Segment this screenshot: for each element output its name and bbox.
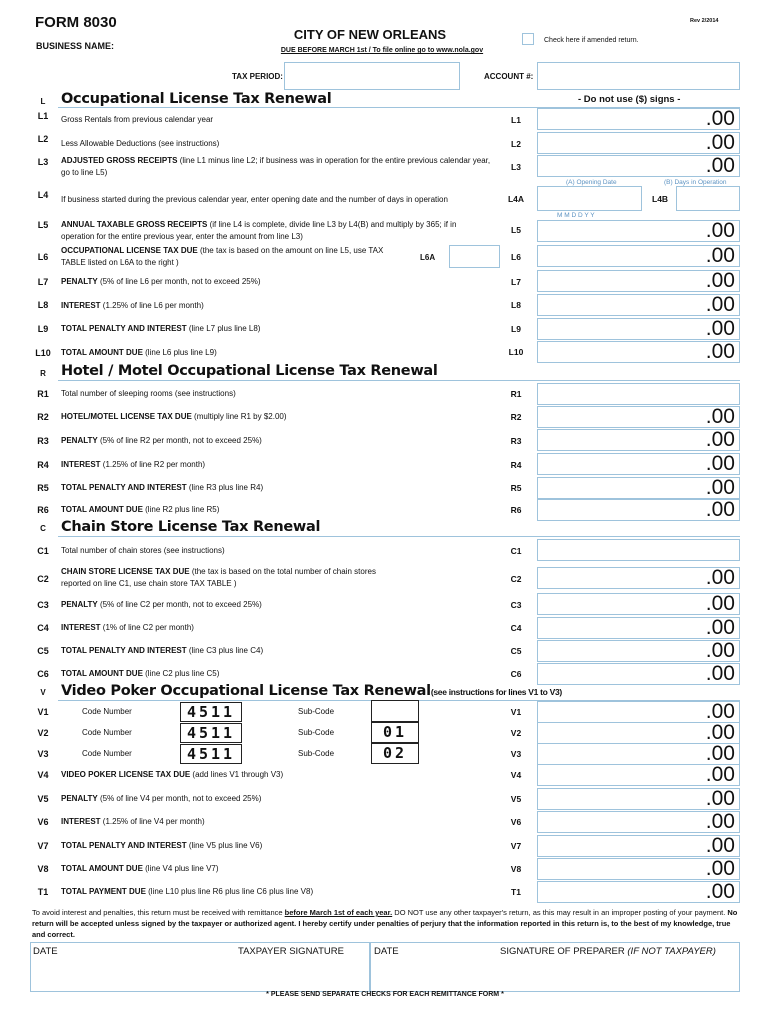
- line-text-l8: (1.25% of line L6 per month): [100, 301, 204, 310]
- line-code-v1: V1: [510, 707, 522, 717]
- line-text-t1: (line L10 plus line R6 plus line C6 plus line V8): [145, 887, 314, 896]
- preparer-signature-text: SIGNATURE OF PREPARER: [500, 946, 625, 957]
- line-code-r6: R6: [510, 505, 522, 515]
- cents-label: .00: [705, 662, 735, 685]
- line-bold-r5: TOTAL PENALTY AND INTEREST: [61, 483, 187, 492]
- cents-label: .00: [705, 498, 735, 521]
- line-desc-l3: [61, 155, 493, 179]
- line-id-c4: C4: [37, 623, 49, 633]
- cents-label: .00: [705, 405, 735, 428]
- amount-field-l7[interactable]: [537, 270, 740, 292]
- amount-field-l9[interactable]: [537, 318, 740, 340]
- amount-field-c2[interactable]: [537, 567, 740, 589]
- line-text-l10: (line L6 plus line L9): [142, 348, 217, 357]
- cents-label: .00: [705, 880, 735, 903]
- line-id-c3: C3: [37, 600, 49, 610]
- line-code-t1: T1: [511, 887, 521, 897]
- line-desc-t1: [61, 886, 313, 898]
- line-code-c1: C1: [510, 546, 522, 556]
- line-id-l5: L5: [37, 220, 49, 230]
- line-desc-l10: [61, 347, 217, 359]
- amount-field-r3[interactable]: [537, 429, 740, 451]
- line-code-r4: R4: [510, 460, 522, 470]
- line-bold-c6: TOTAL AMOUNT DUE: [61, 669, 143, 678]
- section-rule: [58, 380, 740, 381]
- line-desc-c5: [61, 645, 263, 657]
- account-label: ACCOUNT #:: [484, 72, 534, 81]
- line-code-v4: V4: [510, 770, 522, 780]
- line-bold-l6: OCCUPATIONAL LICENSE TAX DUE: [61, 246, 198, 255]
- amount-field-v1[interactable]: [537, 701, 740, 723]
- section-letter-c: C: [40, 524, 46, 533]
- cents-label: .00: [705, 244, 735, 267]
- line-id-r5: R5: [37, 483, 49, 493]
- line-desc-l2: Less Allowable Deductions (see instructions): [61, 139, 220, 148]
- section-rule: [58, 536, 740, 537]
- line-id-l2: L2: [37, 134, 49, 144]
- notice-text-2: DO NOT use any other taxpayer's return, as this may result in an improper posting of your payment.: [392, 908, 728, 917]
- line-text-c4: (1% of line C2 per month): [100, 623, 194, 632]
- line-code-l4a: L4A: [507, 194, 525, 204]
- amount-field-r4[interactable]: [537, 453, 740, 475]
- amount-field-l3[interactable]: [537, 155, 740, 177]
- amount-field-l5[interactable]: [537, 220, 740, 242]
- line-code-l2: L2: [511, 139, 521, 149]
- line-bold-v5: PENALTY: [61, 794, 98, 803]
- amount-field-r5[interactable]: [537, 477, 740, 499]
- code-number-field-v3[interactable]: 4511: [180, 744, 242, 764]
- certification-notice: [32, 907, 738, 940]
- line-code-l7: L7: [511, 277, 521, 287]
- line-text-l6: (the tax is based on the amount on line L5, use TAX TABLE listed on L6A to the right ): [61, 246, 384, 267]
- line-desc-r2: [61, 411, 287, 423]
- tax-period-field[interactable]: [284, 62, 460, 90]
- section-title-video-poker-text: Video Poker Occupational License Tax Renewal: [61, 683, 431, 699]
- line-desc-l6: [61, 245, 406, 269]
- line-desc-v8: [61, 863, 219, 875]
- opening-date-field[interactable]: [537, 186, 642, 211]
- line-bold-l7: PENALTY: [61, 277, 98, 286]
- cents-label: .00: [705, 592, 735, 615]
- cents-label: .00: [705, 742, 735, 765]
- amount-field-r2[interactable]: [537, 406, 740, 428]
- line-text-v8: (line V4 plus line V7): [142, 864, 219, 873]
- line-text-v4: (add lines V1 through V3): [190, 770, 284, 779]
- amount-field-c3[interactable]: [537, 593, 740, 615]
- line-bold-c5: TOTAL PENALTY AND INTEREST: [61, 646, 187, 655]
- line-desc-l7: [61, 276, 261, 288]
- line-bold-r4: INTEREST: [61, 460, 101, 469]
- line-bold-r2: HOTEL/MOTEL LICENSE TAX DUE: [61, 412, 192, 421]
- separate-checks-note: * PLEASE SEND SEPARATE CHECKS FOR EACH REMITTANCE FORM *: [266, 991, 504, 998]
- business-name-field[interactable]: [36, 60, 40, 63]
- line-bold-l3: ADJUSTED GROSS RECEIPTS: [61, 156, 178, 165]
- amount-field-v4[interactable]: [537, 764, 740, 786]
- line-bold-c4: INTEREST: [61, 623, 101, 632]
- taxpayer-date-label: DATE: [33, 946, 58, 957]
- line-code-l5: L5: [511, 225, 521, 235]
- cents-label: .00: [705, 428, 735, 451]
- line-id-r6: R6: [37, 505, 49, 515]
- sub-code-label-v2: Sub-Code: [298, 728, 335, 737]
- line-desc-c4: [61, 622, 194, 634]
- line-text-r3: (5% of line R2 per month, not to exceed 25%): [97, 436, 262, 445]
- amount-field-v3[interactable]: [537, 743, 740, 765]
- line-bold-r6: TOTAL AMOUNT DUE: [61, 505, 143, 514]
- line-desc-r5: [61, 482, 263, 494]
- line-code-l3: L3: [511, 162, 521, 172]
- line-text-l5: (if line L4 is complete, divide line L3 by L4(B) and multiply by 365; if in operation for the entire previous year, enter the amount from line L3): [61, 220, 457, 241]
- cents-label: .00: [705, 269, 735, 292]
- line-desc-v5: [61, 793, 261, 805]
- form-title: FORM 8030: [35, 14, 117, 31]
- line-code-v8: V8: [510, 864, 522, 874]
- line-id-c6: C6: [37, 669, 49, 679]
- sub-code-label-v1: Sub-Code: [298, 707, 335, 716]
- line-id-v7: V7: [37, 841, 49, 851]
- cents-label: .00: [705, 721, 735, 744]
- line-bold-r3: PENALTY: [61, 436, 98, 445]
- cents-label: .00: [705, 131, 735, 154]
- city-title: CITY OF NEW ORLEANS: [293, 27, 447, 42]
- line-code-l6: L6: [511, 252, 521, 262]
- amount-field-v7[interactable]: [537, 835, 740, 857]
- amount-field-l10[interactable]: [537, 341, 740, 363]
- line-code-c4: C4: [510, 623, 522, 633]
- business-name-label: BUSINESS NAME:: [36, 41, 115, 51]
- line-desc-l4: If business started during the previous calendar year, enter opening date and the number of days in operation: [61, 195, 448, 204]
- line-desc-c3: [61, 599, 262, 611]
- taxpayer-signature-label: TAXPAYER SIGNATURE: [238, 946, 344, 957]
- line-desc-v7: [61, 840, 262, 852]
- cents-label: .00: [705, 700, 735, 723]
- line-id-c1: C1: [37, 546, 49, 556]
- line-code-r1: R1: [510, 389, 522, 399]
- line-code-v6: V6: [510, 817, 522, 827]
- line-id-l9: L9: [37, 324, 49, 334]
- line-code-r5: R5: [510, 483, 522, 493]
- amount-field-l1[interactable]: [537, 108, 740, 130]
- cents-label: .00: [705, 107, 735, 130]
- line-desc-r3: [61, 435, 262, 447]
- cents-label: .00: [705, 616, 735, 639]
- line-text-c2: (the tax is based on the total number of chain stores reported on line C1, use chain store TAX TABLE ): [61, 567, 376, 588]
- line-code-r2: R2: [510, 412, 522, 422]
- cents-label: .00: [705, 293, 735, 316]
- section-letter-r: R: [40, 369, 46, 378]
- line-desc-c6: [61, 668, 219, 680]
- line-code-l9: L9: [511, 324, 521, 334]
- line-text-c6: (line C2 plus line C5): [142, 669, 220, 678]
- line-desc-v6: [61, 816, 205, 828]
- line-desc-l1: Gross Rentals from previous calendar year: [61, 115, 214, 124]
- amount-field-v2[interactable]: [537, 722, 740, 744]
- line-id-v2: V2: [37, 728, 49, 738]
- line-text-v6: (1.25% of line V4 per month): [100, 817, 205, 826]
- amount-field-r1[interactable]: [537, 383, 740, 405]
- code-number-label-v2: Code Number: [82, 728, 132, 737]
- line-bold-l8: INTEREST: [61, 301, 101, 310]
- line-bold-l5: ANNUAL TAXABLE GROSS RECEIPTS: [61, 220, 208, 229]
- line-desc-c2: [61, 566, 381, 590]
- amount-field-r6[interactable]: [537, 499, 740, 521]
- cents-label: .00: [705, 857, 735, 880]
- amount-field-l2[interactable]: [537, 132, 740, 154]
- amount-field-c1[interactable]: [537, 539, 740, 561]
- line-code-l10: L10: [508, 347, 524, 357]
- line-code-l1: L1: [511, 115, 521, 125]
- line-desc-v4: [61, 769, 283, 781]
- tax-period-label: TAX PERIOD:: [232, 72, 283, 81]
- revision-date: Rev 2/2014: [690, 18, 719, 24]
- line-desc-r6: [61, 504, 219, 516]
- line-text-v5: (5% of line V4 per month, not to exceed 25%): [97, 794, 262, 803]
- amount-field-v6[interactable]: [537, 811, 740, 833]
- sub-code-label-v3: Sub-Code: [298, 749, 335, 758]
- line-id-l7: L7: [37, 277, 49, 287]
- cents-label: .00: [705, 452, 735, 475]
- line-code-l4b: L4B: [652, 194, 669, 204]
- line-text-l7: (5% of line L6 per month, not to exceed 25%): [97, 277, 261, 286]
- line-code-v5: V5: [510, 794, 522, 804]
- line-id-l3: L3: [37, 157, 49, 167]
- cents-label: .00: [705, 810, 735, 833]
- section-letter-l: L: [40, 97, 46, 106]
- sub-code-field-v2[interactable]: 01: [371, 722, 419, 743]
- line-id-c5: C5: [37, 646, 49, 656]
- line-text-v7: (line V5 plus line V6): [186, 841, 263, 850]
- line-desc-r4: [61, 459, 205, 471]
- amended-label: Check here if amended return.: [544, 37, 639, 44]
- code-number-field-v2[interactable]: 4511: [180, 723, 242, 743]
- code-number-label-v1: Code Number: [82, 707, 132, 716]
- line-id-v3: V3: [37, 749, 49, 759]
- line-bold-v7: TOTAL PENALTY AND INTEREST: [61, 841, 187, 850]
- cents-label: .00: [705, 340, 735, 363]
- line-desc-r1: Total number of sleeping rooms (see instructions): [61, 389, 236, 398]
- line-code-c5: C5: [510, 646, 522, 656]
- line-code-v3: V3: [510, 749, 522, 759]
- line-id-r1: R1: [37, 389, 49, 399]
- cents-label: .00: [705, 317, 735, 340]
- amount-field-v8[interactable]: [537, 858, 740, 880]
- account-field[interactable]: [537, 62, 740, 90]
- line-id-l1: L1: [37, 111, 49, 121]
- notice-certification: No return will be accepted unless signed by the taxpayer or authorized agent. I hereby certify under penalties of perjury that the information reported in this return is, to the best of my knowledge, true and correct.: [32, 908, 738, 939]
- sub-code-field-v1[interactable]: [371, 700, 419, 722]
- line-desc-l5: [61, 219, 481, 243]
- section-title-hotel-motel: Hotel / Motel Occupational License Tax Renewal: [61, 363, 438, 379]
- sub-code-field-v3[interactable]: 02: [371, 743, 419, 764]
- line-text-r2: (multiply line R1 by $2.00): [191, 412, 287, 421]
- line-desc-c1: Total number of chain stores (see instructions): [61, 546, 225, 555]
- amount-field-l6[interactable]: [537, 245, 740, 267]
- date-format-hint: M M D D Y Y: [557, 212, 595, 219]
- notice-deadline: before March 1st of each year.: [284, 908, 393, 917]
- cents-label: .00: [705, 787, 735, 810]
- line-id-l8: L8: [37, 300, 49, 310]
- line-bold-c2: CHAIN STORE LICENSE TAX DUE: [61, 567, 190, 576]
- days-in-operation-hint: (B) Days in Operation: [664, 179, 727, 186]
- line-code-r3: R3: [510, 436, 522, 446]
- no-dollar-signs-note: - Do not use ($) signs -: [578, 94, 681, 105]
- line-code-c3: C3: [510, 600, 522, 610]
- tax-table-code-field[interactable]: [449, 245, 500, 268]
- line-desc-l9: [61, 323, 260, 335]
- line-id-v1: V1: [37, 707, 49, 717]
- code-number-field-v1[interactable]: 4511: [180, 702, 242, 722]
- line-bold-l9: TOTAL PENALTY AND INTEREST: [61, 324, 187, 333]
- line-text-r4: (1.25% of line R2 per month): [100, 460, 206, 469]
- opening-date-hint: (A) Opening Date: [566, 179, 617, 186]
- days-in-operation-field[interactable]: [676, 186, 740, 211]
- line-bold-l10: TOTAL AMOUNT DUE: [61, 348, 143, 357]
- cents-label: .00: [705, 763, 735, 786]
- section-title-occupational: Occupational License Tax Renewal: [61, 91, 332, 107]
- line-bold-t1: TOTAL PAYMENT DUE: [61, 887, 146, 896]
- line-bold-c3: PENALTY: [61, 600, 98, 609]
- line-id-v5: V5: [37, 794, 49, 804]
- section-title-video-poker: [61, 683, 562, 699]
- line-text-c5: (line C3 plus line C4): [186, 646, 264, 655]
- line-bold-v4: VIDEO POKER LICENSE TAX DUE: [61, 770, 191, 779]
- line-id-r2: R2: [37, 412, 49, 422]
- line-text-l9: (line L7 plus line L8): [186, 324, 261, 333]
- amount-field-l8[interactable]: [537, 294, 740, 316]
- notice-text-1: To avoid interest and penalties, this return must be received with remittance: [32, 908, 285, 917]
- line-id-l4: L4: [37, 190, 49, 200]
- preparer-date-label: DATE: [374, 946, 399, 957]
- amended-checkbox[interactable]: [522, 33, 534, 45]
- cents-label: .00: [705, 834, 735, 857]
- line-text-r6: (line R2 plus line R5): [142, 505, 220, 514]
- line-code-v2: V2: [510, 728, 522, 738]
- section-title-chain-store: Chain Store License Tax Renewal: [61, 519, 321, 535]
- cents-label: .00: [705, 219, 735, 242]
- line-code-c2: C2: [510, 574, 522, 584]
- cents-label: .00: [705, 639, 735, 662]
- line-text-l3: (line L1 minus line L2; if business was in operation for the entire previous calendar year, go to line L5): [61, 156, 491, 177]
- line-code-l6a: L6A: [420, 253, 436, 262]
- section-note-video-poker: (see instructions for lines V1 to V3): [430, 687, 562, 697]
- line-text-r5: (line R3 plus line R4): [186, 483, 264, 492]
- line-bold-v6: INTEREST: [61, 817, 101, 826]
- line-id-r4: R4: [37, 460, 49, 470]
- amount-field-v5[interactable]: [537, 788, 740, 810]
- line-code-v7: V7: [510, 841, 522, 851]
- line-id-l6: L6: [37, 252, 49, 262]
- preparer-signature-label: [500, 946, 716, 957]
- line-id-v8: V8: [37, 864, 49, 874]
- preparer-signature-note: (IF NOT TAXPAYER): [627, 946, 716, 957]
- line-id-v4: V4: [37, 770, 49, 780]
- line-id-r3: R3: [37, 436, 49, 446]
- line-id-v6: V6: [37, 817, 49, 827]
- code-number-label-v3: Code Number: [82, 749, 132, 758]
- line-bold-v8: TOTAL AMOUNT DUE: [61, 864, 143, 873]
- line-desc-l8: [61, 300, 204, 312]
- amount-field-c5[interactable]: [537, 640, 740, 662]
- line-code-l8: L8: [511, 300, 521, 310]
- line-id-c2: C2: [37, 574, 49, 584]
- cents-label: .00: [705, 154, 735, 177]
- line-id-t1: T1: [37, 887, 49, 897]
- amount-field-c4[interactable]: [537, 617, 740, 639]
- amount-field-t1[interactable]: [537, 881, 740, 903]
- line-text-c3: (5% of line C2 per month, not to exceed 25%): [97, 600, 262, 609]
- cents-label: .00: [705, 476, 735, 499]
- line-id-l10: L10: [35, 348, 51, 358]
- due-text: DUE BEFORE MARCH 1st / To file online go to www.nola.gov: [280, 47, 484, 54]
- line-code-c6: C6: [510, 669, 522, 679]
- section-letter-v: V: [40, 688, 46, 697]
- cents-label: .00: [705, 566, 735, 589]
- amount-field-c6[interactable]: [537, 663, 740, 685]
